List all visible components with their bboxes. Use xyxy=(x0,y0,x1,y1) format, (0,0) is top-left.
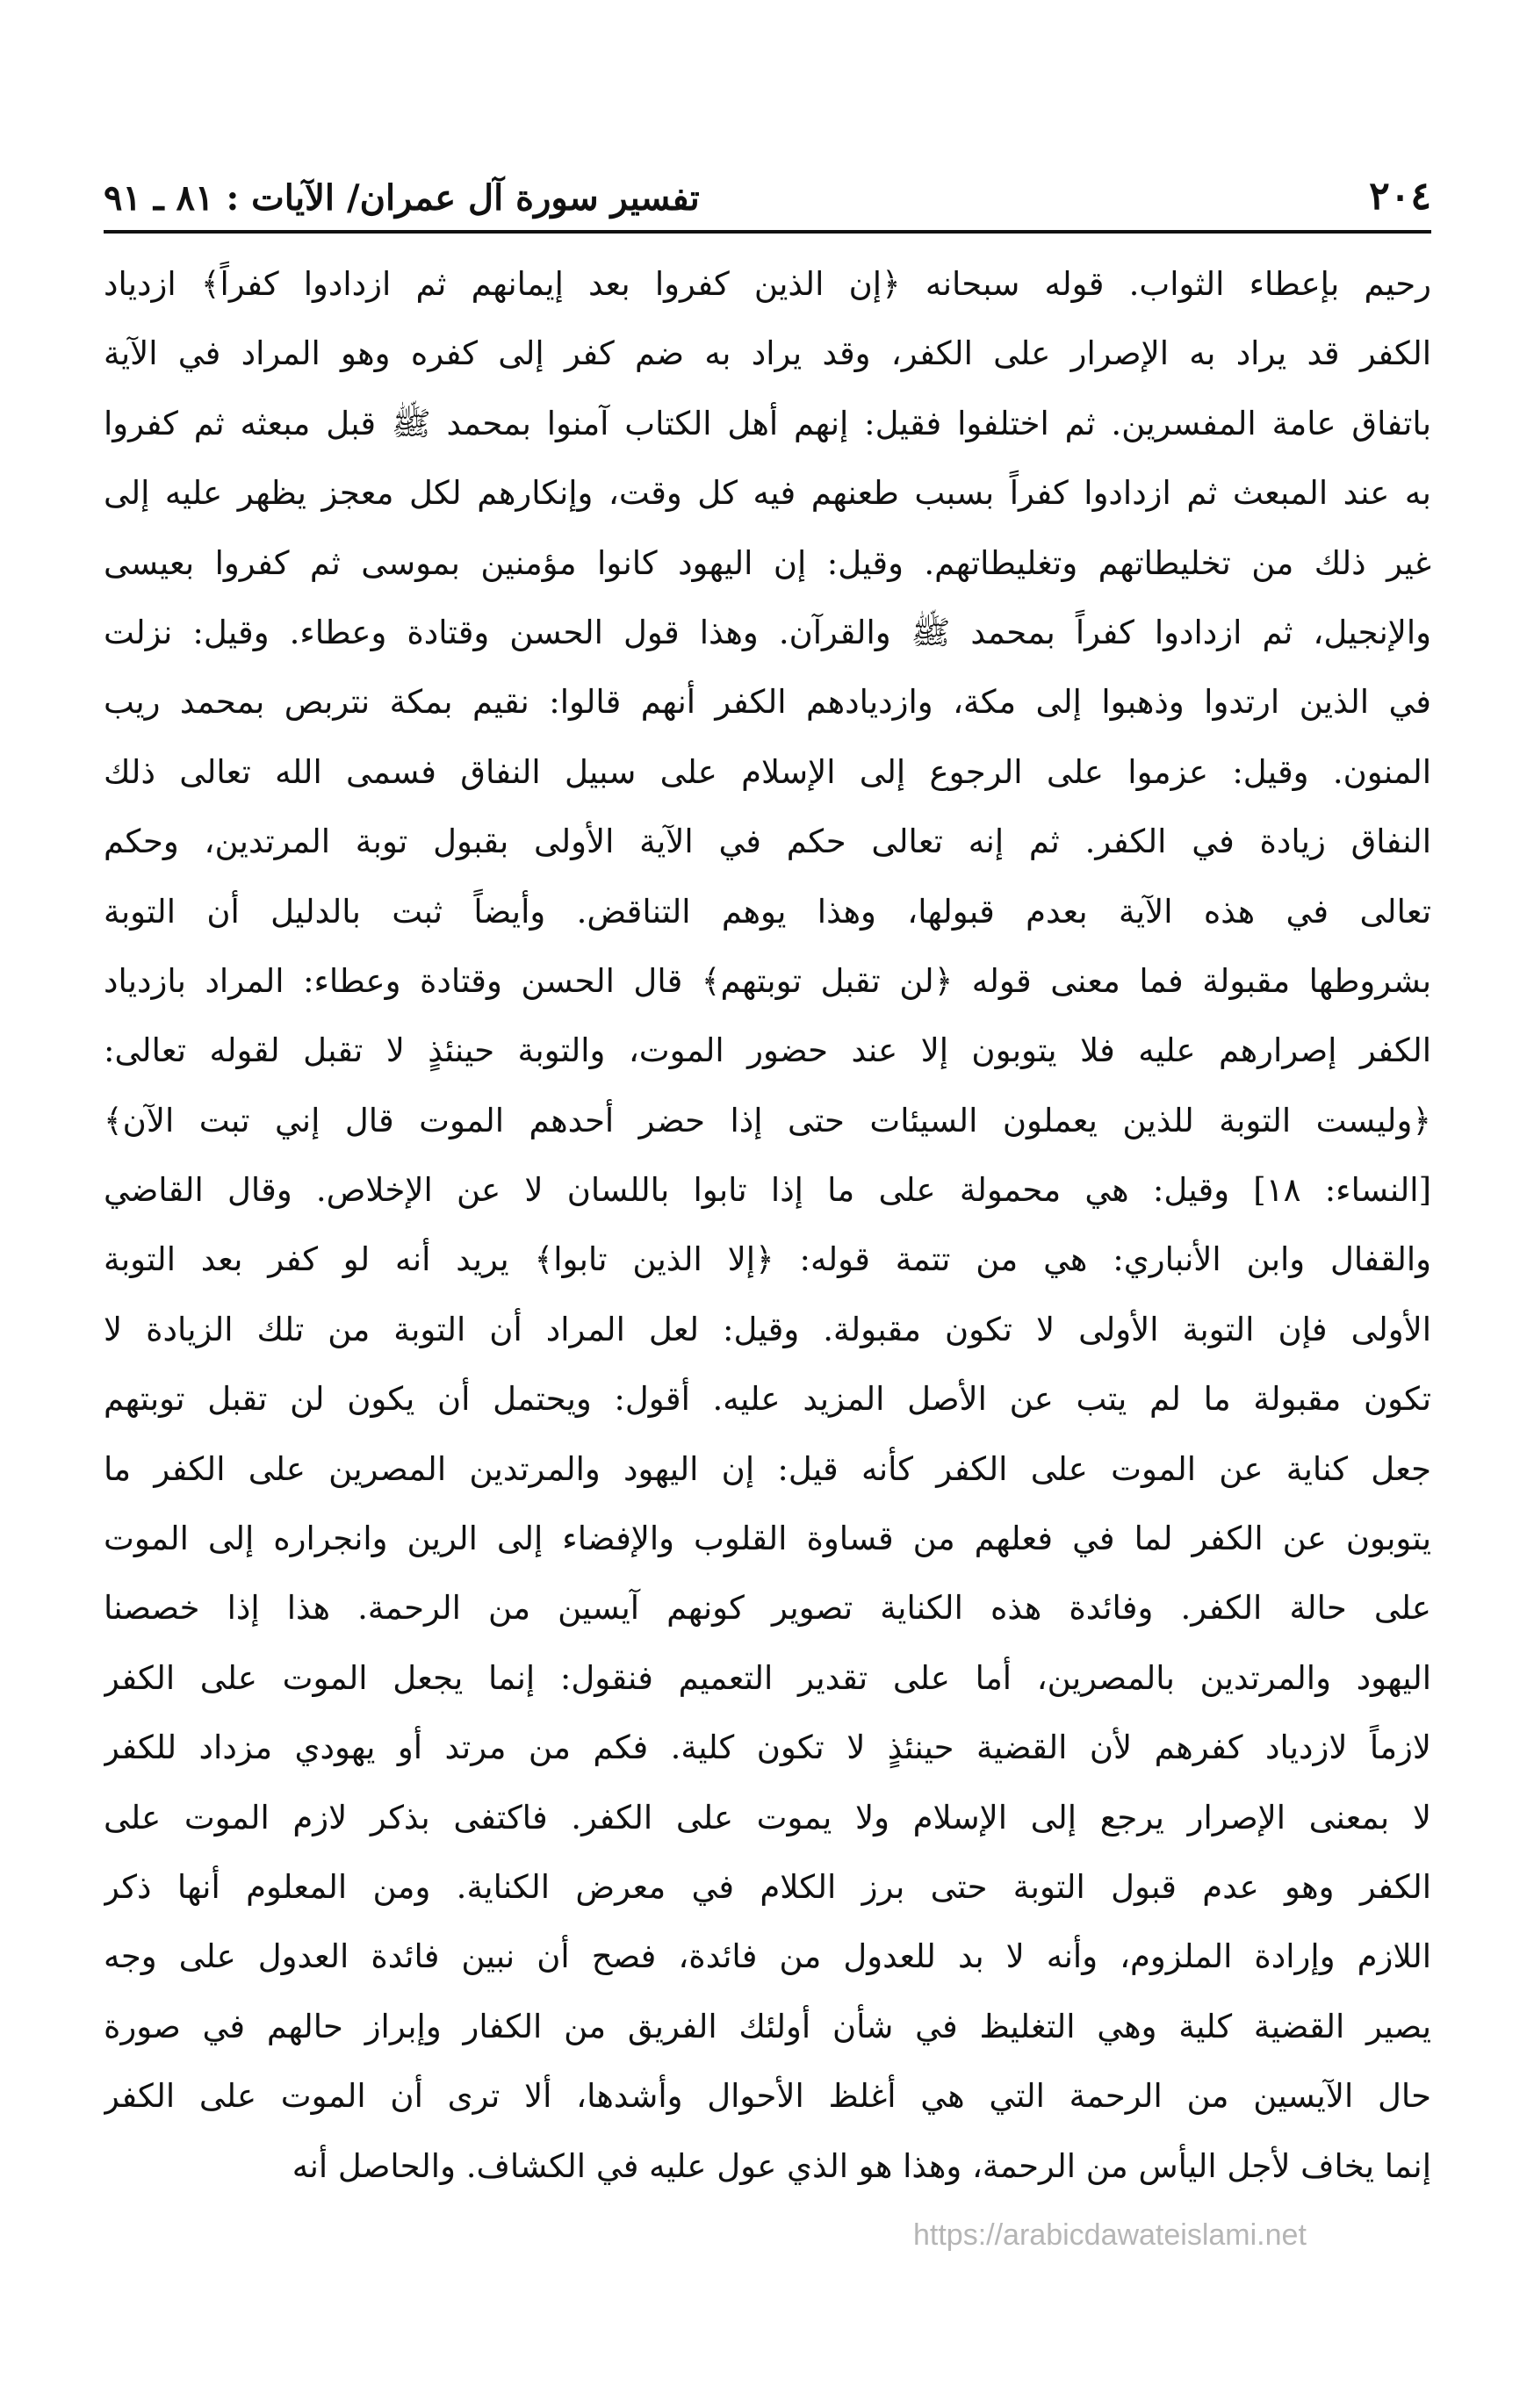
text-line: في الذين ارتدوا وذهبوا إلى مكة، وازديادهم الكفر أنهم قالوا: نقيم بمكة نتربص بمحمد ريب xyxy=(104,683,1431,722)
text-line: [النساء: ١٨] وقيل: هي محمولة على ما إذا تابوا باللسان لا عن الإخلاص. وقال القاضي xyxy=(104,1171,1431,1210)
text-line: الكفر قد يراد به الإصرار على الكفر، وقد يراد به ضم كفر إلى كفره وهو المراد في الآية xyxy=(104,334,1431,373)
watermark-url: https://arabicdawateislami.net xyxy=(913,2218,1307,2252)
text-line: والقفال وابن الأنباري: هي من تتمة قوله: ﴿إلا الذين تابوا﴾ يريد أنه لو كفر بعد التوبة xyxy=(104,1240,1431,1279)
text-line: والإنجيل، ثم ازدادوا كفراً بمحمد ﷺ والقرآن. وهذا قول الحسن وقتادة وعطاء. وقيل: نزلت xyxy=(104,613,1431,651)
text-line: يصير القضية كلية وهي التغليظ في شأن أولئك الفريق من الكفار وإبراز حالهم في صورة xyxy=(104,2007,1431,2045)
text-line: على حالة الكفر. وفائدة هذه الكناية تصوير كونهم آيسين من الرحمة. هذا إذا خصصنا xyxy=(104,1589,1431,1628)
text-line: يتوبون عن الكفر لما في فعلهم من قساوة القلوب والإفضاء إلى الرين وانجراره إلى الموت xyxy=(104,1520,1431,1558)
running-title: تفسير سورة آل عمران/ الآيات : ٨١ ـ ٩١ xyxy=(104,177,700,219)
text-line: الكفر وهو عدم قبول التوبة حتى برز الكلام في معرض الكناية. ومن المعلوم أنها ذكر xyxy=(104,1867,1431,1906)
text-line: ﴿وليست التوبة للذين يعملون السيئات حتى إذا حضر أحدهم الموت قال إني تبت الآن﴾ xyxy=(104,1101,1431,1139)
text-line: به عند المبعث ثم ازدادوا كفراً بسبب طعنهم فيه كل وقت، وإنكارهم لكل معجز يظهر عليه إلى xyxy=(104,474,1431,513)
body-text xyxy=(104,249,1431,2201)
text-line: تكون مقبولة ما لم يتب عن الأصل المزيد عليه. أقول: ويحتمل أن يكون لن تقبل توبتهم xyxy=(104,1380,1431,1419)
text-line: لا بمعنى الإصرار يرجع إلى الإسلام ولا يموت على الكفر. فاكتفى بذكر لازم الموت على xyxy=(104,1798,1431,1837)
text-line: باتفاق عامة المفسرين. ثم اختلفوا فقيل: إنهم أهل الكتاب آمنوا بمحمد ﷺ قبل مبعثه ثم كفروا xyxy=(104,404,1431,442)
text-line: النفاق زيادة في الكفر. ثم إنه تعالى حكم في الآية الأولى بقبول توبة المرتدين، وحكم xyxy=(104,823,1431,861)
text-line: الأولى فإن التوبة الأولى لا تكون مقبولة. وقيل: لعل المراد أن التوبة من تلك الزيادة لا xyxy=(104,1310,1431,1348)
text-line: بشروطها مقبولة فما معنى قوله ﴿لن تقبل توبتهم﴾ قال الحسن وقتادة وعطاء: المراد بازدياد xyxy=(104,961,1431,1000)
text-line: إنما يخاف لأجل اليأس من الرحمة، وهذا هو الذي عول عليه في الكشاف. والحاصل أنه xyxy=(292,2146,1431,2185)
text-line: اليهود والمرتدين بالمصرين، أما على تقدير التعميم فنقول: إنما يجعل الموت على الكفر xyxy=(104,1658,1431,1697)
text-line: الكفر إصرارهم عليه فلا يتوبون إلا عند حضور الموت، والتوبة حينئذٍ لا تقبل لقوله تعالى: xyxy=(104,1031,1431,1070)
text-line: غير ذلك من تخليطاتهم وتغليطاتهم. وقيل: إن اليهود كانوا مؤمنين بموسى ثم كفروا بعيسى xyxy=(104,543,1431,582)
running-header xyxy=(104,160,1431,221)
header-rule xyxy=(104,230,1431,234)
text-line: رحيم بإعطاء الثواب. قوله سبحانه ﴿إن الذين كفروا بعد إيمانهم ثم ازدادوا كفراً﴾ ازدياد xyxy=(104,265,1431,303)
page-number: ٢٠٤ xyxy=(1369,174,1431,219)
text-line: جعل كناية عن الموت على الكفر كأنه قيل: إن اليهود والمرتدين المصرين على الكفر ما xyxy=(104,1449,1431,1488)
text-line: حال الآيسين من الرحمة التي هي أغلظ الأحوال وأشدها، ألا ترى أن الموت على الكفر xyxy=(104,2077,1431,2116)
text-line: لازماً لازدياد كفرهم لأن القضية حينئذٍ لا تكون كلية. فكم من مرتد أو يهودي مزداد للكفر xyxy=(104,1729,1431,1767)
text-line: تعالى في هذه الآية بعدم قبولها، وهذا يوهم التناقض. وأيضاً ثبت بالدليل أن التوبة xyxy=(104,892,1431,931)
text-line: اللازم وإرادة الملزوم، وأنه لا بد للعدول من فائدة، فصح أن نبين فائدة العدول على وجه xyxy=(104,1937,1431,1976)
text-line: المنون. وقيل: عزموا على الرجوع إلى الإسلام على سبيل النفاق فسمى الله تعالى ذلك xyxy=(104,752,1431,791)
